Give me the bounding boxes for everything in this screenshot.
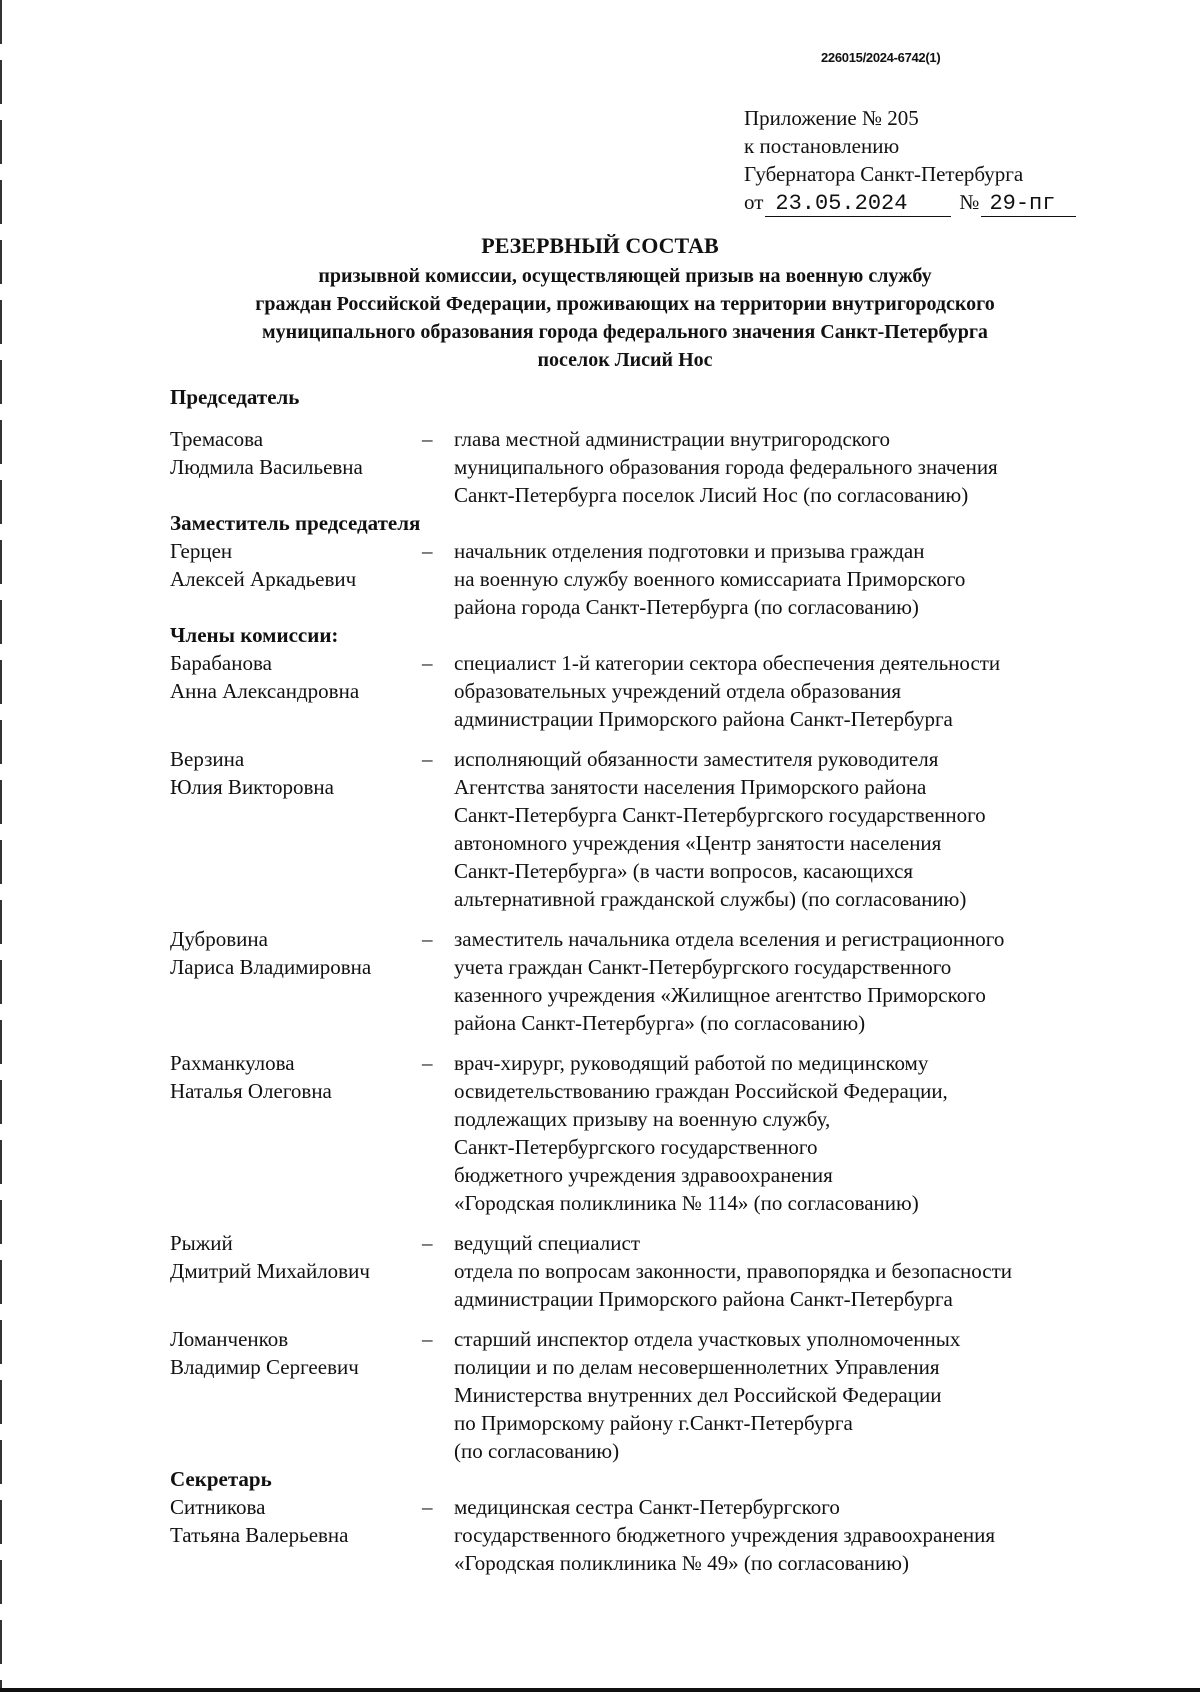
position-line: администрации Приморского района Санкт-Петербурга xyxy=(454,707,953,731)
member-position xyxy=(454,1229,1134,1313)
member-name xyxy=(170,1049,422,1217)
dash-separator: – xyxy=(422,1051,433,1075)
position-line: альтернативной гражданской службы) (по согласованию) xyxy=(454,887,967,911)
member-name xyxy=(170,1325,422,1465)
member-position xyxy=(454,425,1134,509)
member-position xyxy=(454,537,1134,621)
appendix-line: к постановлению xyxy=(744,134,900,158)
position-line: Санкт-Петербурга Санкт-Петербургского государственного xyxy=(454,803,986,827)
dash-separator: – xyxy=(422,927,433,951)
member-position xyxy=(454,649,1134,733)
member-name xyxy=(170,1229,422,1313)
position-line: «Городская поликлиника № 114» (по согласованию) xyxy=(454,1191,919,1215)
position-line: Агентства занятости населения Приморского района xyxy=(454,775,927,799)
from-label: от xyxy=(744,190,764,214)
position-line: врач-хирург, руководящий работой по медицинскому xyxy=(454,1051,929,1075)
subtitle-line: призывной комиссии, осуществляющей призыв на военную службу xyxy=(318,265,932,287)
position-line: специалист 1-й категории сектора обеспечения деятельности xyxy=(454,651,1001,675)
resolution-date: 23.05.2024 xyxy=(765,192,951,217)
member-given-names: Татьяна Валерьевна xyxy=(170,1523,349,1547)
position-line: старший инспектор отдела участковых уполномоченных xyxy=(454,1327,961,1351)
position-line: на военную службу военного комиссариата Приморского xyxy=(454,567,966,591)
member-surname: Рахманкулова xyxy=(170,1051,295,1075)
member-given-names: Алексей Аркадьевич xyxy=(170,567,357,591)
subtitle-line: муниципального образования города федерального значения Санкт-Петербурга xyxy=(262,321,988,343)
position-line: района города Санкт-Петербурга (по согласованию) xyxy=(454,595,919,619)
position-line: образовательных учреждений отдела образования xyxy=(454,679,902,703)
position-line: освидетельствованию граждан Российской Федерации, xyxy=(454,1079,948,1103)
member-name xyxy=(170,1493,422,1577)
position-line: подлежащих призыву на военную службу, xyxy=(454,1107,831,1131)
member-entry xyxy=(170,745,1130,913)
member-given-names: Наталья Олеговна xyxy=(170,1079,332,1103)
position-line: казенного учреждения «Жилищное агентство Приморского xyxy=(454,983,986,1007)
appendix-block xyxy=(744,104,1124,217)
position-line: Санкт-Петербурга» (в части вопросов, касающихся xyxy=(454,859,914,883)
dash-separator: – xyxy=(422,1495,433,1519)
member-surname: Герцен xyxy=(170,539,233,563)
role-heading-members: Члены комиссии: xyxy=(170,623,339,647)
role-heading-chairman: Председатель xyxy=(170,385,300,409)
member-name xyxy=(170,925,422,1037)
role-heading-secretary: Секретарь xyxy=(170,1467,272,1491)
member-name xyxy=(170,745,422,913)
resolution-number: 29-пг xyxy=(981,192,1076,217)
member-entry xyxy=(170,1325,1130,1465)
role-heading-deputy: Заместитель председателя xyxy=(170,511,421,535)
member-given-names: Дмитрий Михайлович xyxy=(170,1259,370,1283)
member-name xyxy=(170,537,422,621)
member-surname: Ломанченков xyxy=(170,1327,289,1351)
position-line: начальник отделения подготовки и призыва граждан xyxy=(454,539,925,563)
position-line: бюджетного учреждения здравоохранения xyxy=(454,1163,833,1187)
appendix-line: Приложение № 205 xyxy=(744,106,919,130)
document-subtitle xyxy=(150,262,1100,374)
member-entry xyxy=(170,925,1130,1037)
member-entry xyxy=(170,537,1130,621)
member-surname: Тремасова xyxy=(170,427,264,451)
member-entry xyxy=(170,1049,1130,1217)
position-line: заместитель начальника отдела вселения и регистрационного xyxy=(454,927,1005,951)
member-surname: Дубровина xyxy=(170,927,268,951)
document-title: РЕЗЕРВНЫЙ СОСТАВ xyxy=(481,233,719,258)
dash-separator: – xyxy=(422,747,433,771)
position-line: исполняющий обязанности заместителя руководителя xyxy=(454,747,939,771)
member-entry xyxy=(170,649,1130,733)
member-entry xyxy=(170,1229,1130,1313)
position-line: Санкт-Петербургского государственного xyxy=(454,1135,818,1159)
number-label: № xyxy=(959,190,980,214)
position-line: по Приморскому району г.Санкт-Петербурга xyxy=(454,1411,853,1435)
appendix-line: Губернатора Санкт-Петербурга xyxy=(744,162,1024,186)
position-line: Министерства внутренних дел Российской Федерации xyxy=(454,1383,942,1407)
position-line: муниципального образования города федерального значения xyxy=(454,455,998,479)
member-position xyxy=(454,1493,1134,1577)
position-line: Санкт-Петербурга поселок Лисий Нос (по согласованию) xyxy=(454,483,969,507)
member-position xyxy=(454,745,1134,913)
position-line: «Городская поликлиника № 49» (по согласованию) xyxy=(454,1551,909,1575)
position-line: ведущий специалист xyxy=(454,1231,640,1255)
position-line: автономного учреждения «Центр занятости населения xyxy=(454,831,942,855)
member-surname: Рыжий xyxy=(170,1231,233,1255)
dash-separator: – xyxy=(422,651,433,675)
position-line: медицинская сестра Санкт-Петербургского xyxy=(454,1495,840,1519)
member-entry xyxy=(170,1493,1130,1577)
member-name xyxy=(170,649,422,733)
position-line: государственного бюджетного учреждения здравоохранения xyxy=(454,1523,996,1547)
dash-separator: – xyxy=(422,539,433,563)
dash-separator: – xyxy=(422,1327,433,1351)
member-position xyxy=(454,925,1134,1037)
dash-separator: – xyxy=(422,427,433,451)
commission-list xyxy=(170,383,1130,1577)
member-given-names: Юлия Викторовна xyxy=(170,775,334,799)
appendix-date-line xyxy=(744,188,1124,217)
position-line: (по согласованию) xyxy=(454,1439,620,1463)
position-line: полиции и по делам несовершеннолетних Управления xyxy=(454,1355,940,1379)
member-given-names: Анна Александровна xyxy=(170,679,360,703)
member-entry xyxy=(170,425,1130,509)
subtitle-line: поселок Лисий Нос xyxy=(537,349,713,371)
position-line: учета граждан Санкт-Петербургского государственного xyxy=(454,955,952,979)
member-position xyxy=(454,1325,1134,1465)
position-line: глава местной администрации внутригородского xyxy=(454,427,891,451)
scan-bottom-edge xyxy=(0,1688,1200,1692)
member-name xyxy=(170,425,422,509)
member-given-names: Владимир Сергеевич xyxy=(170,1355,359,1379)
position-line: администрации Приморского района Санкт-Петербурга xyxy=(454,1287,953,1311)
registration-number: 226015/2024-6742(1) xyxy=(821,50,941,65)
member-given-names: Людмила Васильевна xyxy=(170,455,363,479)
position-line: отдела по вопросам законности, правопорядка и безопасности xyxy=(454,1259,1013,1283)
member-given-names: Лариса Владимировна xyxy=(170,955,372,979)
position-line: района Санкт-Петербурга» (по согласованию) xyxy=(454,1011,866,1035)
member-surname: Ситникова xyxy=(170,1495,266,1519)
subtitle-line: граждан Российской Федерации, проживающих на территории внутригородского xyxy=(255,293,995,315)
member-surname: Верзина xyxy=(170,747,245,771)
dash-separator: – xyxy=(422,1231,433,1255)
member-surname: Барабанова xyxy=(170,651,272,675)
member-position xyxy=(454,1049,1134,1217)
